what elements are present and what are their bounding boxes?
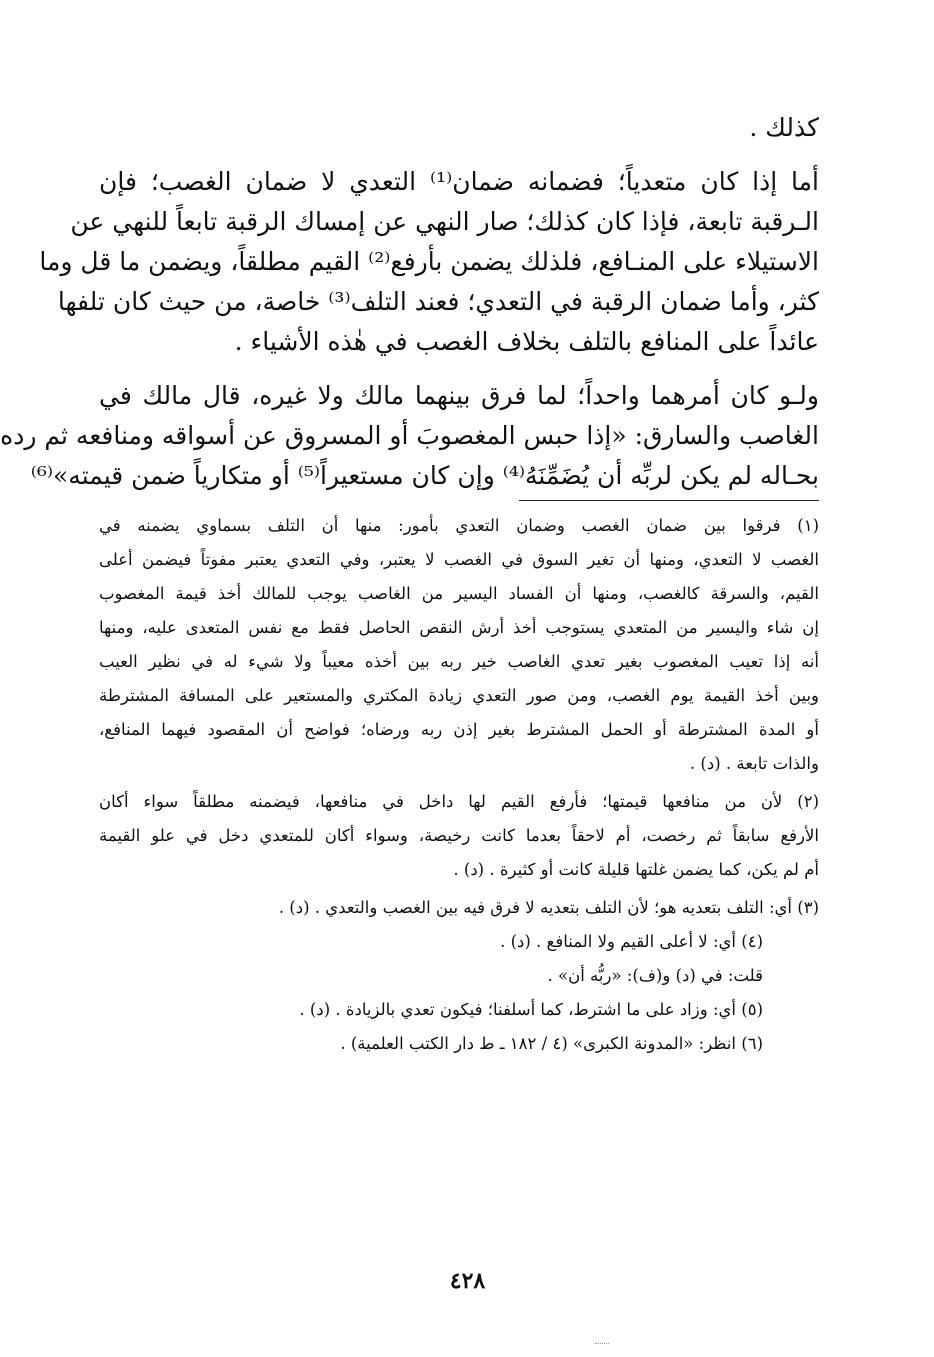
body-line: كثر، وأما ضمان الرقبة في التعدي؛ فعند التلف⁽³⁾ خاصة، من حيث كان تلفها [57, 287, 819, 316]
footnote-2 [99, 785, 819, 887]
main-text [0, 108, 819, 496]
body-line: كذلك . [749, 113, 819, 142]
footnote-line: الأرفع سابقاً ثم رخصت، أم لاحقاً بعدما كانت رخيصة، وسواء أكان للمتعدي دخل في علو القيمة [99, 826, 819, 845]
footnote-6: (٦) انظر: «المدونة الكبرى» (٤ / ١٨٢ ـ ط دار الكتب العلمية) . [340, 1034, 763, 1053]
footnote-4: (٤) أي: لا أعلى القيم ولا المنافع . (د) . [500, 932, 763, 951]
footnote-line: القيم، والسرقة كالغصب، ومنها أن الفساد اليسير من الغاصب يوجب للمالك أخذ قيمة المغصوب [99, 584, 819, 603]
body-line: أما إذا كان متعدياً؛ فضمانه ضمان⁽¹⁾ التعدي لا ضمان الغصب؛ فإن [99, 167, 819, 196]
footnote-line: أنه إذا تعيب المغصوب بغير تعدي الغاصب خير ربه بين أخذه معيباً ولا شيء له في نظير العيب [99, 652, 819, 671]
footnotes [99, 509, 819, 1061]
footnote-3: (٣) أي: التلف بتعديه هو؛ لأن التلف بتعديه لا فرق فيه بين الغصب والتعدي . (د) . [278, 898, 819, 917]
body-line: الاستيلاء على المنـافع، فلذلك يضمن بأرفع⁽²⁾ القيم مطلقاً، ويضمن ما قل وما [39, 247, 819, 276]
footnote-line: وبين أخذ القيمة يوم الغصب، ومن صور التعدي زيادة المكتري والمستعير على المسافة المشترطة [99, 686, 819, 705]
scan-artifact [595, 1343, 609, 1344]
footnote-4-note: قلت: في (د) و(ف): «ربُّه أن» . [547, 966, 763, 985]
body-line: الغاصب والسارق: «إذا حبس المغصوبَ أو المسروق عن أسواقه ومنافعه ثم رده [0, 421, 819, 450]
footnote-line: أم لم يكن، كما يضمن غلتها قليلة كانت أو كثيرة . (د) . [453, 860, 819, 879]
footnote-5: (٥) أي: وزاد على ما اشترط، كما أسلفنا؛ فيكون تعدي بالزيادة . (د) . [299, 1000, 763, 1019]
body-line: عائداً على المنافع بالتلف بخلاف الغصب في هٰذه الأشياء . [234, 327, 819, 356]
footnote-line: (١) فرقوا بين ضمان الغصب وضمان التعدي بأمور: منها أن التلف بسماوي يضمنه في [99, 516, 819, 535]
page-number: ٤٢٨ [449, 1268, 486, 1294]
page-content [0, 108, 819, 1061]
body-line: ولـو كان أمرهما واحداً؛ لما فرق بينهما مالك ولا غيره، قال مالك في [99, 381, 819, 410]
footnote-line: إن شاء واليسير من المتعدي يستوجب أخذ أرش النقص الحاصل فقط مع نفس المتعدى عليه، ومنها [99, 618, 819, 637]
footnote-line: (٢) لأن من منافعها قيمتها؛ فأرفع القيم لها داخل في منافعها، فيضمنه مطلقاً سواء أكان [99, 792, 819, 811]
footnote-line: والذات تابعة . (د) . [689, 754, 819, 773]
footnote-line: الغصب لا التعدي، ومنها أن تغير السوق في الغصب لا يعتبر، وفي التعدي يعتبر مفوتاً فيضمن أعلى [99, 550, 819, 569]
body-line: بحـاله لم يكن لربِّه أن يُضَمِّنَهُ⁽⁴⁾ وإن كان مستعيراً⁽⁵⁾ أو متكارياً ضمن قيمته»⁽⁶⁾ [30, 461, 819, 490]
footnote-line: أو المدة المشترطة أو الحمل المشترط بغير إذن ربه ورضاه؛ فواضح أن المقصود فيهما المنافع، [99, 720, 819, 739]
body-line: الـرقبة تابعة، فإذا كان كذلك؛ صار النهي عن إمساك الرقبة تابعاً للنهي عن [70, 207, 819, 236]
footnote-divider [519, 500, 819, 501]
footnote-1 [99, 509, 819, 781]
